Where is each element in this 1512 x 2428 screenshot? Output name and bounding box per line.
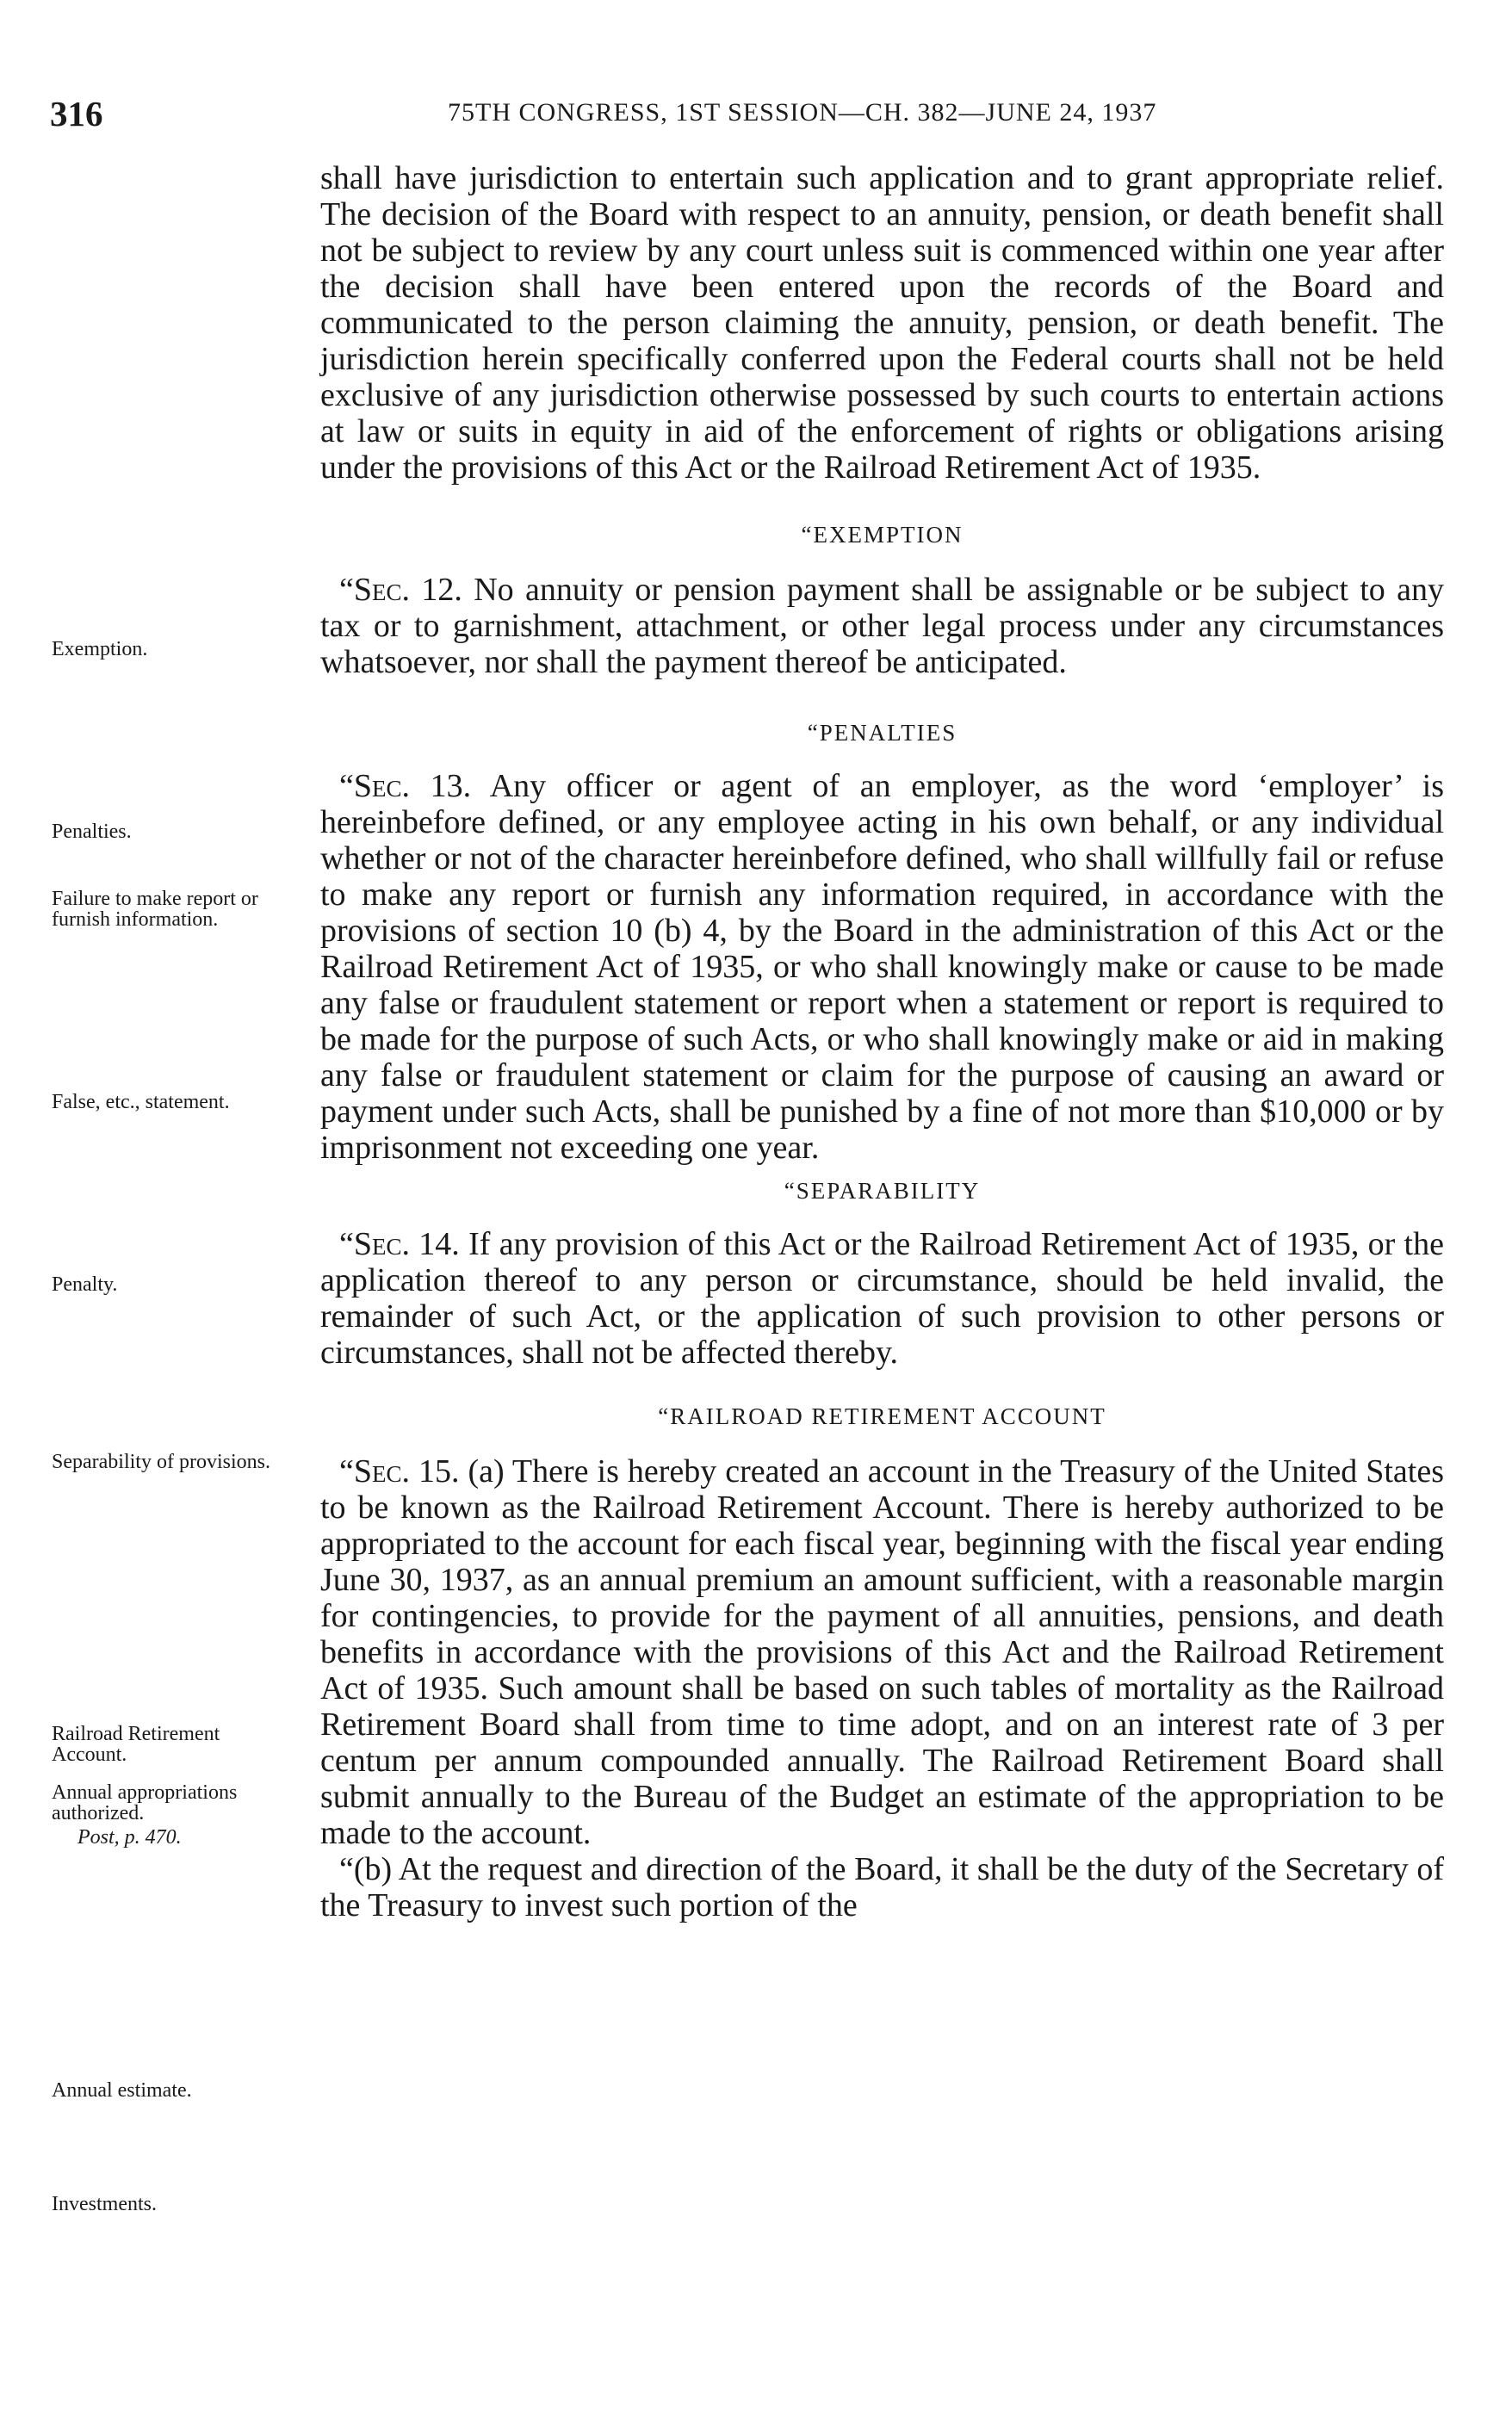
- section-13-label: “Sec. 13.: [339, 768, 472, 804]
- penalties-heading: “PENALTIES: [807, 720, 957, 746]
- section-15b-paragraph: “(b) At the request and direction of the Board, it shall be the duty of the Secretary of the Treasury to invest such portion of the: [320, 1851, 1444, 1923]
- section-14-label: “Sec. 14.: [339, 1226, 460, 1262]
- page-number: 316: [50, 94, 103, 133]
- margin-note-failure-to-report: Failure to make report or furnish information.: [52, 888, 258, 931]
- continuation-paragraph: shall have jurisdiction to entertain such application and to grant appropriate relief. The decision of the Board with respect to an annuity, pension, or death benefit shall not be subject to review by any court unless suit is commenced within one year after the decision shall have been entered upon the records of the Board and communicated to the person claiming the annuity, pension, or death benefit. The jurisdiction herein specifically conferred upon the Federal courts shall not be held exclusive of any jurisdiction otherwise possessed by such courts to entertain actions at law or suits in equity in aid of the enforcement of rights or obligations arising under the provisions of this Act or the Railroad Retirement Act of 1935.: [320, 160, 1444, 486]
- section-12-label: “Sec. 12.: [339, 572, 462, 608]
- margin-note-penalty: Penalty.: [52, 1273, 118, 1296]
- exemption-heading: “EXEMPTION: [801, 522, 964, 548]
- section-13-text: Any officer or agent of an employer, as the word ‘employer’ is hereinbefore defined, or any employee acting in his own behalf, or any individual whether or not of the character hereinbefore defined, who shall willfully fail or refuse to make any report or furnish any information required, in accordance with the provisions of section 10 (b) 4, by the Board in the administration of this Act or the Railroad Retirement Act of 1935, or who shall knowingly make or cause to be made any false or fraudulent statement or report when a statement or report is required to be made for the purpose of such Acts, or who shall knowingly make or aid in making any false or fraudulent statement or claim for the purpose of causing an award or payment under such Acts, shall be punished by a fine of not more than $10,000 or by imprisonment not exceeding one year.: [320, 768, 1444, 1166]
- section-12-text: No annuity or pension payment shall be assignable or be subject to any tax or to garnishment, attachment, or other legal process under any circumstances whatsoever, nor shall the payment thereof be anticipated.: [320, 572, 1444, 680]
- running-head: 75TH CONGRESS, 1ST SESSION—CH. 382—JUNE 24, 1937: [448, 98, 1157, 127]
- post-reference-text: Post, p. 470.: [77, 1826, 182, 1849]
- separability-heading: “SEPARABILITY: [784, 1178, 981, 1204]
- section-14-text: If any provision of this Act or the Railroad Retirement Act of 1935, or the application thereof to any person or circumstance, should be held invalid, the remainder of such Act, or the application of such provision to other persons or circumstances, shall not be affected thereby.: [320, 1226, 1444, 1371]
- margin-note-false-statement: False, etc., statement.: [52, 1091, 230, 1113]
- margin-note-post-reference: [77, 1827, 306, 1848]
- margin-note-railroad-account: Railroad Retirement Account.: [52, 1723, 220, 1766]
- railroad-retirement-account-heading: “RAILROAD RETIREMENT ACCOUNT: [658, 1403, 1106, 1429]
- section-13-paragraph: [320, 768, 1444, 1166]
- section-14-paragraph: [320, 1226, 1444, 1371]
- section-12-paragraph: [320, 572, 1444, 680]
- section-15-label: “Sec. 15.: [339, 1453, 460, 1490]
- margin-note-separability: Separability of provisions.: [52, 1451, 270, 1473]
- section-15a-paragraph: [320, 1453, 1444, 1851]
- margin-note-investments: Investments.: [52, 2193, 157, 2215]
- margin-note-annual-estimate: Annual estimate.: [52, 2079, 192, 2102]
- margin-note-exemption: Exemption.: [52, 638, 148, 660]
- margin-note-annual-appropriations: Annual appropriations authorized.: [52, 1781, 238, 1824]
- section-15a-text: (a) There is hereby created an account in the Treasury of the United States to be known as the Railroad Retirement Account. There is hereby authorized to be appropriated to the account for each fiscal year, beginning with the fiscal year ending June 30, 1937, as an annual premium an amount sufficient, with a reasonable margin for contingencies, to provide for the payment of all annuities, pensions, and death benefits in accordance with the provisions of this Act and the Railroad Retirement Act of 1935. Such amount shall be based on such tables of mortality as the Railroad Retirement Board shall from time to time adopt, and on an interest rate of 3 per centum per annum compounded annually. The Railroad Retirement Board shall submit annually to the Bureau of the Budget an estimate of the appropriation to be made to the account.: [320, 1453, 1444, 1851]
- body-text: [320, 160, 1444, 1923]
- margin-note-penalties: Penalties.: [52, 821, 132, 843]
